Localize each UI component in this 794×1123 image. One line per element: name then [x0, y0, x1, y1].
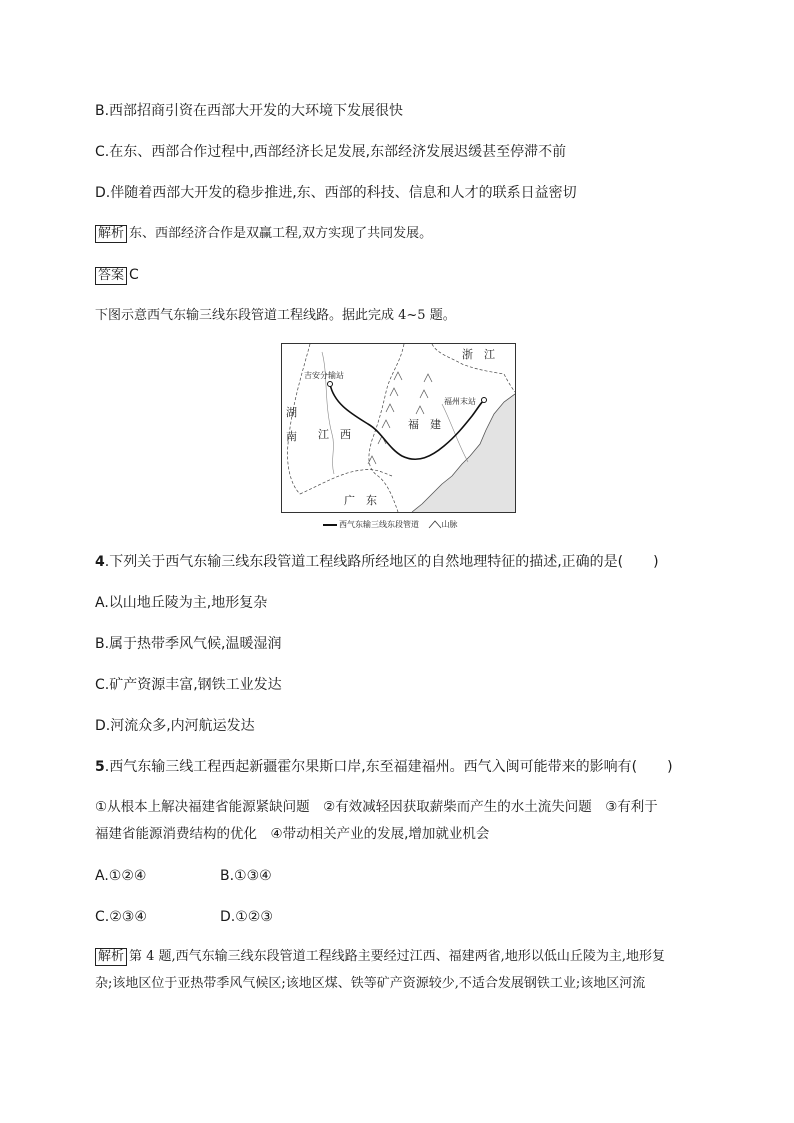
analysis-text: 东、西部经济合作是双赢工程,双方实现了共同发展。	[129, 226, 433, 241]
fuzhou-station-marker	[482, 398, 487, 403]
jian-station-marker	[328, 382, 333, 387]
mountain-icon	[428, 520, 442, 529]
q5-statements-line2: 福建省能源消费结构的优化 ④带动相关产业的发展,增加就业机会	[95, 826, 490, 842]
label-jian-station: 吉安分输站	[304, 371, 344, 380]
q4-stem	[95, 553, 659, 571]
q5-close-paren: )	[667, 759, 673, 775]
q3-answer	[95, 266, 139, 285]
analysis-text-1: 第 4 题,西气东输三线东段管道工程线路主要经过江西、福建两省,地形以低山丘陵为主,地形复	[129, 949, 665, 964]
analysis-tag: 解析	[95, 225, 127, 243]
q5-option-d: D.①②③	[220, 909, 273, 925]
legend-pipeline: 西气东输三线东段管道	[339, 520, 419, 529]
legend-mountain: 山脉	[441, 520, 458, 529]
q5-stem	[95, 758, 673, 776]
boundary-jiangxi-guangdong	[300, 469, 392, 494]
label-jiangxi: 江 西	[318, 428, 351, 441]
q5-text: .西气东输三线工程西起新疆霍尔果斯口岸,东至福建福州。西气入闽可能带来的影响有(	[104, 759, 638, 775]
mountain-range	[368, 372, 402, 464]
q4-number: 4	[95, 554, 105, 570]
mountain-range	[416, 374, 432, 414]
label-zhejiang: 浙 江	[462, 348, 495, 361]
label-nan: 南	[286, 430, 297, 443]
analysis-tag-2: 解析	[95, 948, 127, 966]
option-c: C.在东、西部合作过程中,西部经济长足发展,东部经济发展迟缓甚至停滞不前	[95, 144, 567, 160]
q4-close-paren: )	[653, 554, 659, 570]
answer-tag: 答案	[95, 267, 127, 285]
answer-text: C	[129, 267, 139, 283]
q4-option-b: B.属于热带季风气候,温暖湿润	[95, 636, 282, 652]
q5-number: 5	[95, 759, 105, 775]
option-d: D.伴随着西部大开发的稳步推进,东、西部的科技、信息和人才的联系日益密切	[95, 185, 577, 201]
q3-analysis	[95, 225, 432, 243]
label-fujian: 福 建	[408, 418, 441, 431]
q5-option-a: A.①②④	[95, 868, 147, 884]
pipeline-map	[281, 343, 516, 513]
label-guangdong: 广 东	[344, 494, 377, 507]
q5-option-b: B.①③④	[220, 868, 272, 884]
analysis-line1	[95, 948, 665, 966]
q4-option-a: A.以山地丘陵为主,地形复杂	[95, 595, 268, 611]
q4-option-d: D.河流众多,内河航运发达	[95, 718, 255, 734]
river	[442, 404, 468, 462]
label-hu: 湖	[286, 406, 297, 419]
pipeline-legend-swatch	[323, 524, 337, 526]
q4-option-c: C.矿产资源丰富,钢铁工业发达	[95, 677, 282, 693]
option-b: B.西部招商引资在西部大开发的大环境下发展很快	[95, 103, 404, 119]
map-legend	[323, 519, 458, 530]
analysis-line2: 杂;该地区位于亚热带季风气候区;该地区煤、铁等矿产资源较少,不适合发展钢铁工业;该地区河流	[95, 976, 646, 991]
intro-text: 下图示意西气东输三线东段管道工程线路。据此完成 4~5 题。	[95, 308, 456, 323]
label-fuzhou-station: 福州末站	[444, 397, 476, 406]
q5-statements-line1: ①从根本上解决福建省能源紧缺问题 ②有效减轻因获取薪柴而产生的水土流失问题 ③有利于	[95, 799, 658, 815]
q5-option-c: C.②③④	[95, 909, 147, 925]
q4-text: .下列关于西气东输三线东段管道工程线路所经地区的自然地理特征的描述,正确的是(	[104, 554, 624, 570]
